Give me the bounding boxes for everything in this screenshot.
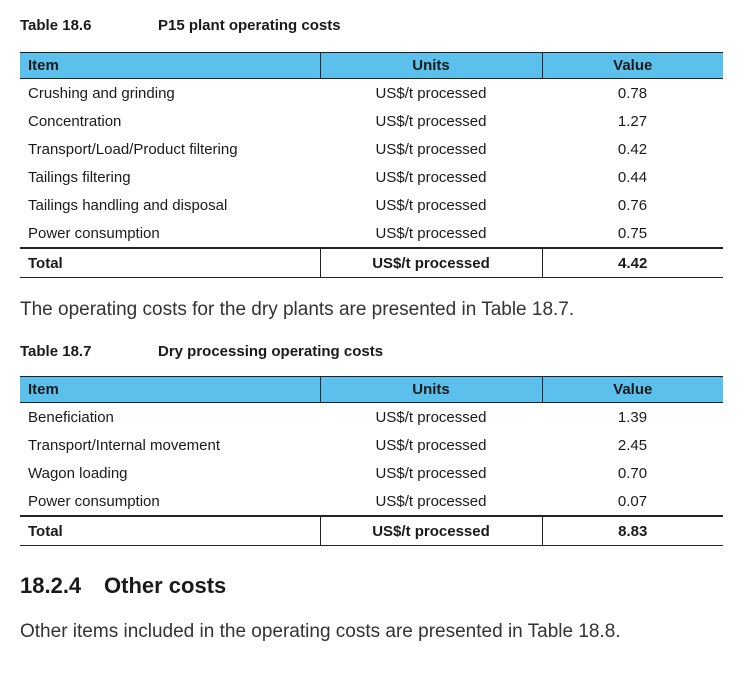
total-label: Total bbox=[20, 248, 320, 278]
section-heading bbox=[20, 573, 226, 599]
cell-units: US$/t processed bbox=[375, 168, 487, 186]
cell-units: US$/t processed bbox=[375, 436, 487, 454]
cell-units: US$/t processed bbox=[375, 408, 487, 426]
table-row bbox=[20, 219, 723, 248]
cell-units: US$/t processed bbox=[375, 224, 487, 242]
total-value: 4.42 bbox=[542, 248, 723, 278]
cell-item: Wagon loading bbox=[28, 464, 128, 482]
table-row bbox=[20, 135, 723, 163]
header-value: Value bbox=[542, 377, 723, 403]
table-row bbox=[20, 163, 723, 191]
cell-item: Power consumption bbox=[28, 492, 160, 510]
table-18-6-caption bbox=[20, 17, 341, 34]
paragraph-other-costs: Other items included in the operating costs are presented in Table 18.8. bbox=[20, 621, 621, 642]
header-item: Item bbox=[20, 377, 320, 403]
cell-item: Tailings filtering bbox=[28, 168, 131, 186]
cell-value: 0.75 bbox=[617, 224, 648, 242]
cell-units: US$/t processed bbox=[375, 464, 487, 482]
cell-units: US$/t processed bbox=[375, 196, 487, 214]
section-title: Other costs bbox=[104, 573, 227, 598]
cell-value: 0.76 bbox=[617, 196, 648, 214]
cell-item: Transport/Internal movement bbox=[28, 436, 221, 454]
cell-value: 1.39 bbox=[617, 408, 648, 426]
cell-value: 1.27 bbox=[617, 112, 648, 130]
table-18-7-caption-number: Table 18.7 bbox=[20, 343, 92, 360]
total-value: 8.83 bbox=[542, 516, 723, 546]
table-18-7-caption bbox=[20, 343, 383, 360]
cell-value: 2.45 bbox=[617, 436, 648, 454]
cell-value: 0.42 bbox=[617, 140, 648, 158]
cell-value: 0.70 bbox=[617, 464, 648, 482]
cell-item: Power consumption bbox=[28, 224, 160, 242]
table-row bbox=[20, 459, 723, 487]
total-row bbox=[20, 516, 723, 546]
header-units: Units bbox=[320, 377, 542, 403]
table-row bbox=[20, 403, 723, 432]
table-header-row bbox=[20, 53, 723, 79]
table-18-6 bbox=[20, 52, 723, 278]
section-number: 18.2.4 bbox=[20, 573, 82, 598]
table-row bbox=[20, 431, 723, 459]
table-header-row bbox=[20, 377, 723, 403]
cell-units: US$/t processed bbox=[375, 492, 487, 510]
cell-item: Concentration bbox=[28, 112, 122, 130]
cell-item: Transport/Load/Product filtering bbox=[28, 140, 238, 158]
cell-value: 0.44 bbox=[617, 168, 648, 186]
cell-item: Beneficiation bbox=[28, 408, 114, 426]
total-units: US$/t processed bbox=[320, 248, 542, 278]
table-18-7 bbox=[20, 376, 723, 546]
cell-value: 0.07 bbox=[617, 492, 648, 510]
cell-item: Crushing and grinding bbox=[28, 84, 175, 102]
cell-units: US$/t processed bbox=[375, 112, 487, 130]
header-item: Item bbox=[20, 53, 320, 79]
table-row bbox=[20, 191, 723, 219]
total-units: US$/t processed bbox=[320, 516, 542, 546]
total-label: Total bbox=[20, 516, 320, 546]
table-18-6-caption-title: P15 plant operating costs bbox=[158, 17, 341, 34]
header-value: Value bbox=[542, 53, 723, 79]
table-18-7-caption-title: Dry processing operating costs bbox=[158, 343, 384, 360]
cell-units: US$/t processed bbox=[375, 140, 487, 158]
cell-item: Tailings handling and disposal bbox=[28, 196, 228, 214]
table-18-6-caption-number: Table 18.6 bbox=[20, 17, 92, 34]
table-row bbox=[20, 487, 723, 516]
cell-value: 0.78 bbox=[617, 84, 648, 102]
header-units: Units bbox=[320, 53, 542, 79]
total-row bbox=[20, 248, 723, 278]
table-row bbox=[20, 107, 723, 135]
table-row bbox=[20, 79, 723, 108]
paragraph-dry-plants: The operating costs for the dry plants are presented in Table 18.7. bbox=[20, 299, 575, 320]
cell-units: US$/t processed bbox=[375, 84, 487, 102]
